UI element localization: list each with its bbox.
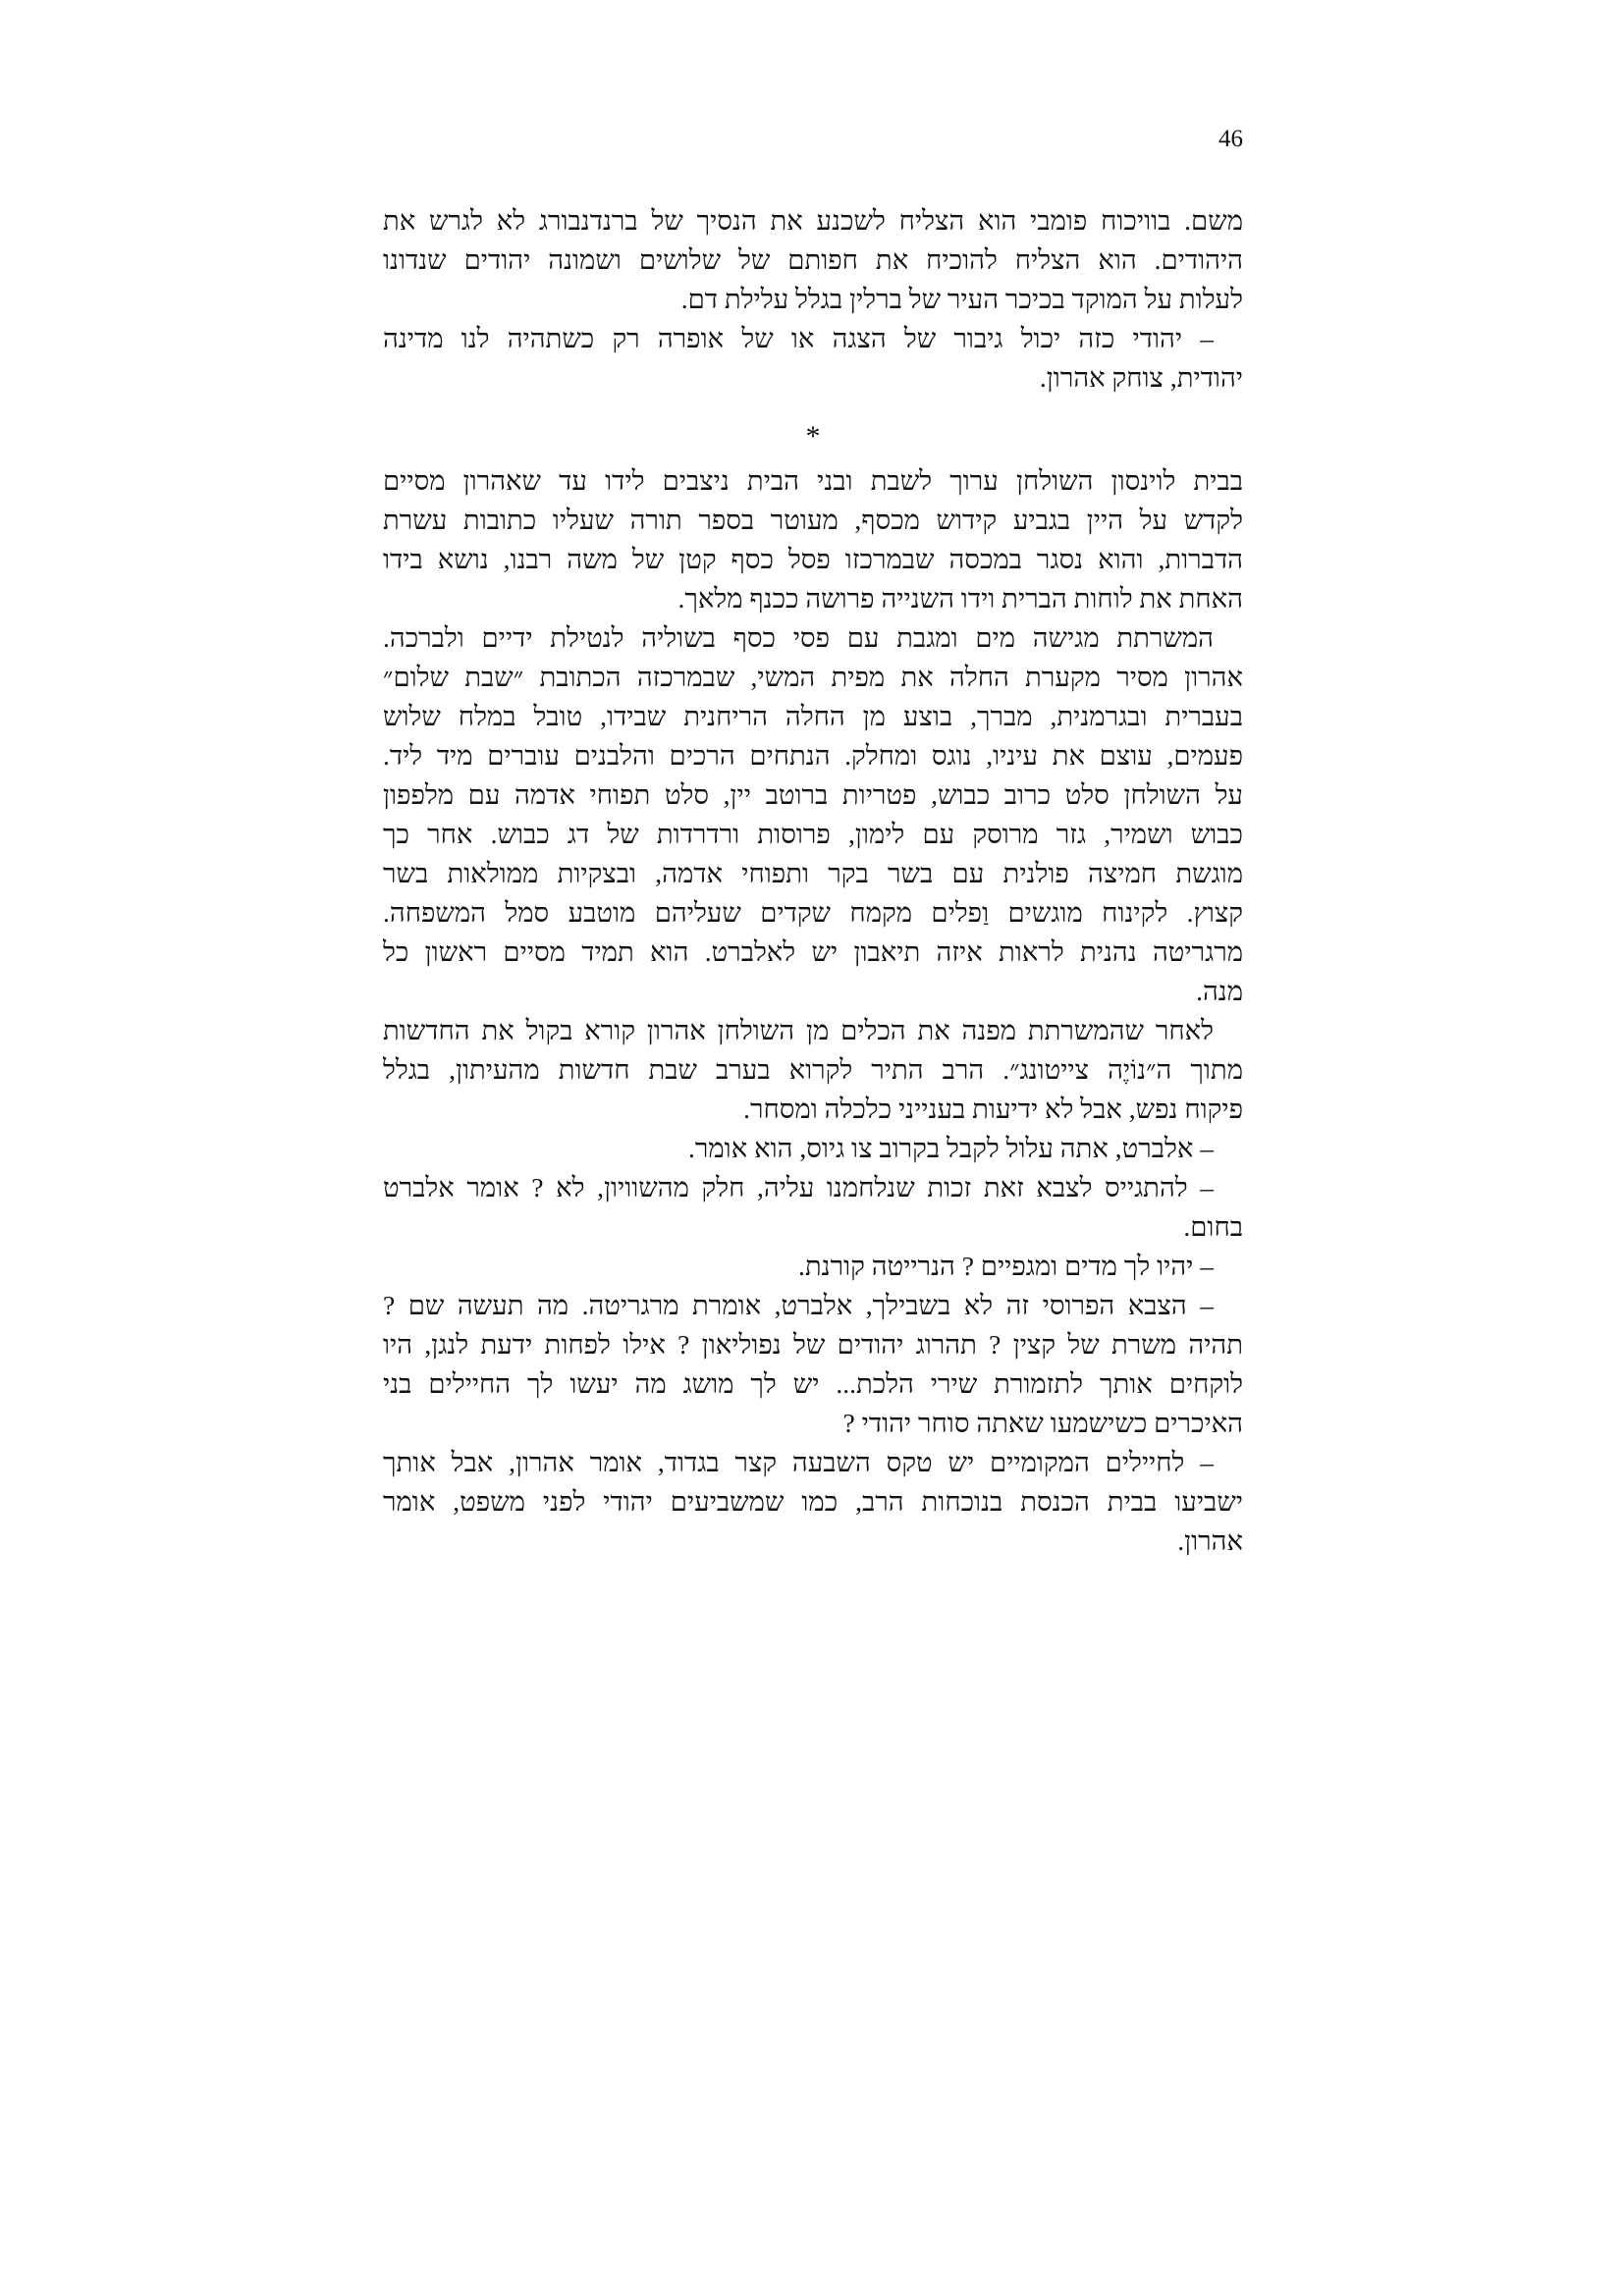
text-line: לקדש על היין בגביע קידוש מכסף, מעוטר בספר תורה שעליו כתובות עשרת [383, 505, 1243, 535]
text-line: על השולחן סלט כרוב כבוש, פטריות ברוטב יין, סלט תפוחי אדמה עם מלפפון [383, 779, 1243, 810]
text-line: קצוץ. לקינוח מוגשים וַפלים מקמח שקדים שעליהם מוטבע סמל המשפחה. [383, 897, 1243, 928]
text-line: בעברית ובגרמנית, מברך, בוצע מן החלה הריחנית שבידו, טובל במלח שלוש [383, 701, 1243, 731]
paragraph [383, 1286, 1243, 1443]
text-line: פיקוח נפש, אבל לא ידיעות בענייני כלכלה ומסחר. [743, 1094, 1243, 1124]
text-block-top [383, 201, 1243, 398]
text-line: בחום. [1183, 1211, 1243, 1242]
page-number: 46 [1218, 126, 1243, 152]
text-line: המשרתת מגישה מים ומגבת עם פסי כסף בשוליה לנטילת ידיים ולברכה. [383, 622, 1214, 653]
text-line: תהיה משרת של קצין ? תהרוג יהודים של נפוליאון ? אילו לפחות ידעת לנגן, היו [383, 1329, 1243, 1360]
text-line: האחת את לוחות הברית וידו השנייה פרושה ככנף מלאך. [677, 583, 1243, 614]
section-separator: * [805, 420, 821, 453]
paragraph [383, 1443, 1243, 1561]
text-line: – הצבא הפרוסי זה לא בשבילך, אלברט, אומרת מרגריטה. מה תעשה שם ? [383, 1290, 1214, 1320]
text-line: – להתגייס לצבא זאת זכות שנלחמנו עליה, חלק מהשוויון, לא ? אומר אלברט [383, 1172, 1214, 1202]
text-line: לעלות על המוקד בכיכר העיר של ברלין בגלל עלילת דם. [680, 284, 1243, 314]
text-line: – לחיילים המקומיים יש טקס השבעה קצר בגדוד, אומר אהרון, אבל אותך [383, 1447, 1214, 1477]
paragraph [383, 201, 1243, 319]
paragraph [383, 1011, 1243, 1129]
text-line: מרגריטה נהנית לראות איזה תיאבון יש לאלברט. הוא תמיד מסיים ראשון כל [383, 936, 1243, 967]
text-line: ישביעו בבית הכנסת בנוכחות הרב, כמו שמשביעים יהודי לפני משפט, אומר [383, 1486, 1243, 1517]
text-line: האיכרים כשישמעו שאתה סוחר יהודי ? [842, 1408, 1243, 1438]
text-line: פעמים, עוצם את עיניו, נוגס ומחלק. הנתחים הרכים והלבנים עוברים מיד ליד. [383, 740, 1243, 771]
text-line: – אלברט, אתה עלול לקבל בקרוב צו גיוס, הוא אומר. [688, 1133, 1214, 1163]
text-line: בבית לוינסון השולחן ערוך לשבת ובני הבית ניצבים לידו עד שאהרון מסיים [383, 465, 1243, 496]
paragraph [383, 1168, 1243, 1247]
text-line: מוגשת חמיצה פולנית עם בשר בקר ותפוחי אדמה, ובצקיות ממולאות בשר [383, 858, 1243, 888]
text-line: משם. בוויכוח פומבי הוא הצליח לשכנע את הנסיך של ברנדנבורג לא לגרש את [383, 205, 1243, 236]
paragraph [383, 1247, 1243, 1286]
text-line: יהודית, צוחק אהרון. [1039, 362, 1243, 393]
paragraph [383, 1129, 1243, 1168]
text-line: לאחר שהמשרתת מפנה את הכלים מן השולחן אהרון קורא בקול את החדשות [383, 1015, 1214, 1045]
text-block-main [383, 461, 1243, 1561]
text-line: כבוש ושמיר, גזר מרוסק עם לימון, פרוסות ורדרדות של דג כבוש. אחר כך [383, 819, 1243, 849]
text-line: אהרון. [1177, 1525, 1243, 1556]
text-line: אהרון מסיר מקערת החלה את מפית המשי, שבמרכזה הכתובת ״שבת שלום״ [383, 662, 1243, 692]
paragraph [383, 319, 1243, 398]
text-line: מנה. [1196, 976, 1243, 1006]
paragraph [383, 618, 1243, 1011]
text-line: מתוך ה״נוֹיֶה צייטונג״. הרב התיר לקרוא בערב שבת חדשות מהעיתון, בגלל [383, 1054, 1243, 1085]
text-line: – יהיו לך מדים ומגפיים ? הנרייטה קורנת. [797, 1251, 1214, 1281]
text-line: – יהודי כזה יכול גיבור של הצגה או של אופרה רק כשתהיה לנו מדינה [383, 323, 1214, 353]
text-line: לוקחים אותך לתזמורת שירי הלכת... יש לך מושג מה יעשו לך החיילים בני [383, 1368, 1243, 1399]
paragraph [383, 461, 1243, 618]
text-line: היהודים. הוא הצליח להוכיח את חפותם של שלושים ושמונה יהודים שנדונו [383, 244, 1243, 275]
text-line: הדברות, והוא נסגר במכסה שבמרכזו פסל כסף קטן של משה רבנו, נושא בידו [383, 544, 1243, 574]
